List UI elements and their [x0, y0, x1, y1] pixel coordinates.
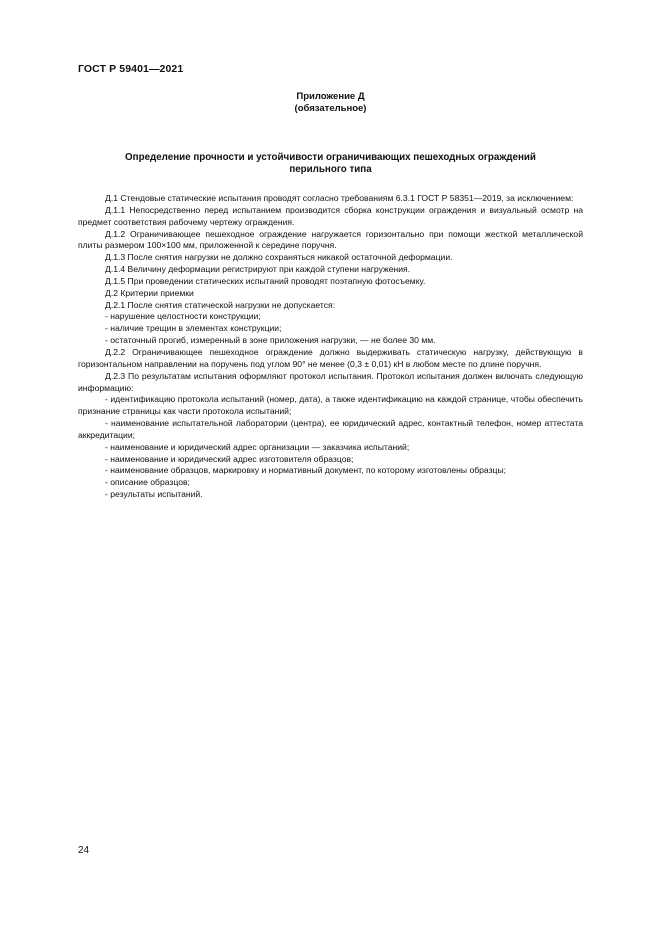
- list-item-deflection: - остаточный прогиб, измеренный в зоне приложения нагрузки, — не более 30 мм.: [105, 335, 436, 346]
- list-item-manufacturer: - наименование и юридический адрес изготовителя образцов;: [105, 453, 354, 464]
- body-text: [78, 193, 583, 501]
- appendix-title-line-2: перильного типа: [289, 164, 372, 175]
- appendix-label: Приложение Д: [296, 91, 365, 102]
- appendix-heading: [0, 91, 661, 115]
- standard-header: ГОСТ Р 59401—2021: [78, 63, 184, 75]
- paragraph-d1-1: Д.1.1 Непосредственно перед испытанием производится сборка конструкции ограждения и визуальный осмотр на предмет соответствия рабочему чертежу ограждения.: [78, 204, 583, 227]
- list-item-samples-description: - описание образцов;: [105, 477, 190, 488]
- paragraph-d2: Д.2 Критерии приемки: [105, 287, 194, 298]
- paragraph-d1-5: Д.1.5 При проведении статических испытаний проводят поэтапную фотосъемку.: [105, 275, 426, 286]
- list-item-lab-name: - наименование испытательной лаборатории (центра), ее юридический адрес, контактный телефон, номер аттестата аккредитации;: [78, 418, 583, 440]
- appendix-title: [78, 152, 583, 176]
- paragraph-d1-2: Д.1.2 Ограничивающее пешеходное ограждение нагружается горизонтально при помощи жесткой металлической плиты размером 100×100 мм, приложенной к середине поручня.: [78, 228, 583, 251]
- page-number: 24: [78, 845, 90, 856]
- list-item-samples-name: - наименование образцов, маркировку и нормативный документ, по которому изготовлены образцы;: [105, 465, 507, 476]
- list-item-cracks: - наличие трещин в элементах конструкции;: [105, 323, 282, 334]
- list-item-customer: - наименование и юридический адрес организации — заказчика испытаний;: [105, 441, 410, 452]
- paragraph-d1: Д.1 Стендовые статические испытания проводят согласно требованиям 6.3.1 ГОСТ Р 58351—2019, за исключением:: [105, 193, 574, 203]
- paragraph-d2-2: Д.2.2 Ограничивающее пешеходное ограждение должно выдерживать статическую нагрузку, действующую в горизонтальном направлении на поручень под углом 90° не менее (0,3 ± 0,01) кН в любом месте по длине поручня.: [78, 346, 583, 369]
- list-item-integrity: - нарушение целостности конструкции;: [105, 311, 261, 322]
- appendix-title-line-1: Определение прочности и устойчивости ограничивающих пешеходных ограждений: [125, 152, 536, 163]
- list-item-protocol-id: - идентификацию протокола испытаний (номер, дата), а также идентификацию на каждой странице, чтобы обеспечить признание страницы как части протокола испытаний;: [78, 394, 583, 417]
- list-item-results: - результаты испытаний.: [105, 489, 203, 500]
- appendix-status: (обязательное): [294, 103, 367, 114]
- paragraph-d1-3: Д.1.3 После снятия нагрузки не должно сохраняться никакой остаточной деформации.: [105, 252, 453, 263]
- paragraph-d2-1: Д.2.1 После снятия статической нагрузки не допускается:: [105, 299, 336, 310]
- paragraph-d2-3: Д.2.3 По результатам испытания оформляют протокол испытания. Протокол испытания должен включать следующую информацию:: [78, 370, 583, 393]
- paragraph-d1-4: Д.1.4 Величину деформации регистрируют при каждой ступени нагружения.: [105, 264, 411, 275]
